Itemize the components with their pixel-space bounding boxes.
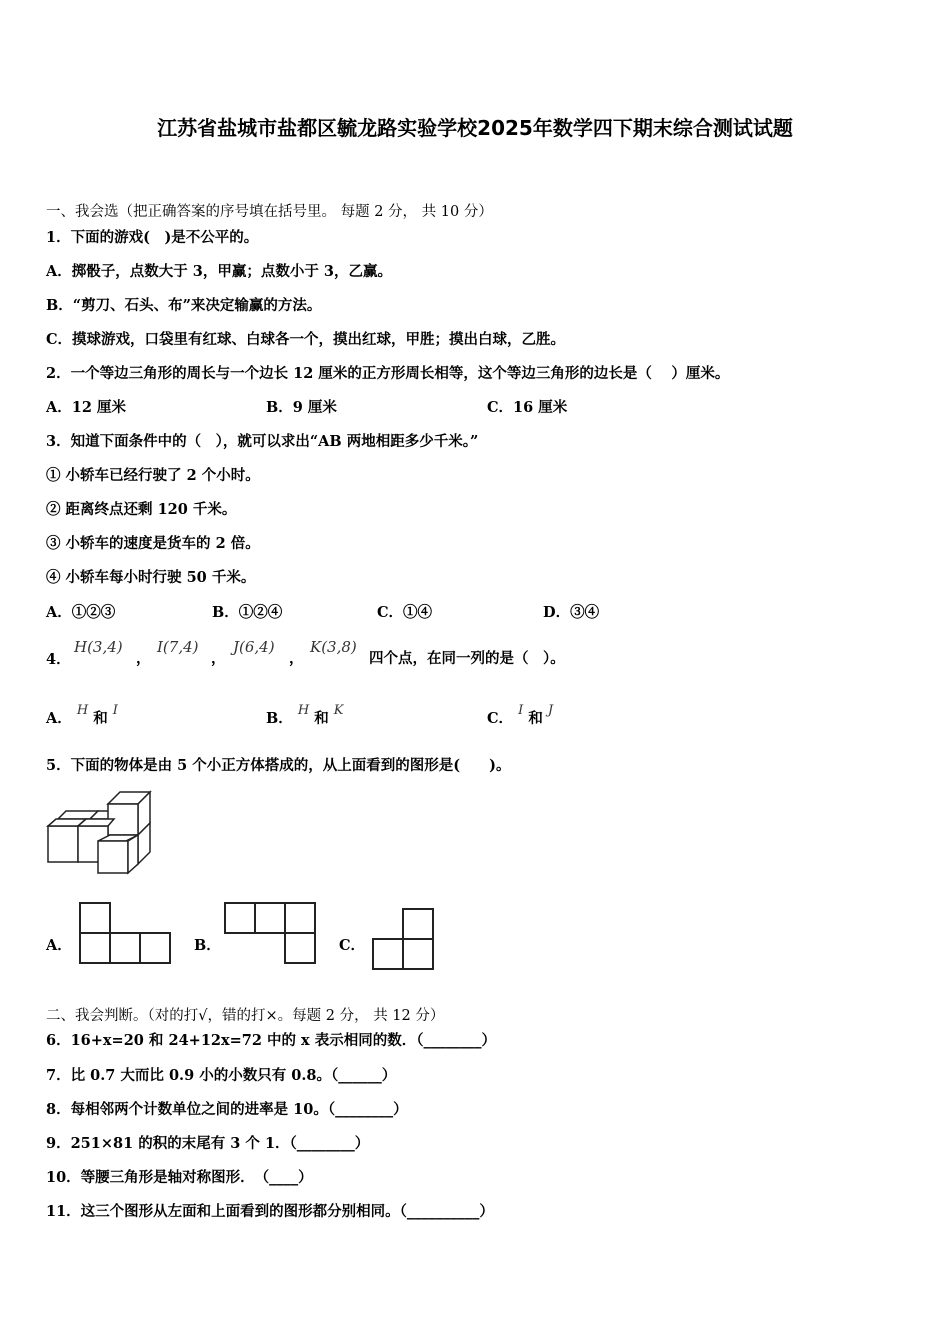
q4-a-point-2: I — [112, 703, 118, 718]
q4-option-c-label: C． — [487, 710, 514, 727]
q5-option-b-label[interactable]: B． — [194, 937, 221, 954]
q6: 6．16+x=20 和 24+12x=72 中的 x 表示相同的数．（________） — [46, 1032, 497, 1049]
q4-c-point-2: J — [547, 703, 554, 718]
q10: 10．等腰三角形是轴对称图形． （____） — [46, 1169, 313, 1186]
q4-sep-3: ， — [289, 650, 304, 667]
q3-option-b[interactable]: B．①②④ — [212, 604, 283, 621]
q5-option-a-label[interactable]: A． — [46, 937, 72, 954]
q3-condition-3: ③ 小轿车的速度是货车的 2 倍。 — [46, 535, 260, 552]
page-title: 江苏省盐城市盐都区毓龙路实验学校2025年数学四下期末综合测试试题 — [157, 116, 793, 140]
q4-point-h: H(3,4) — [74, 638, 123, 656]
q4-b-point-2: K — [333, 703, 344, 718]
q3-option-d[interactable]: D．③④ — [543, 604, 600, 621]
q4-point-j: J(6,4) — [233, 638, 275, 656]
q4-number: 4． — [46, 651, 71, 668]
q2-option-a[interactable]: A．12 厘米 — [46, 399, 126, 416]
q4-option-b-label: B． — [266, 710, 293, 727]
q1-option-b[interactable]: B．“剪刀、石头、布”来决定输赢的方法。 — [46, 297, 322, 314]
q1-stem: 1．下面的游戏( )是不公平的。 — [46, 229, 259, 246]
q4-tail: 四个点，在同一列的是（ ）。 — [369, 650, 565, 667]
q9: 9．251×81 的积的末尾有 3 个 1．（________） — [46, 1135, 370, 1152]
q2-option-b[interactable]: B．9 厘米 — [266, 399, 337, 416]
q8: 8．每相邻两个计数单位之间的进率是 10。（________） — [46, 1101, 408, 1118]
q5-option-a-figure[interactable] — [78, 901, 172, 965]
q4-a-and: 和 — [93, 710, 108, 727]
q1-option-c[interactable]: C．摸球游戏，口袋里有红球、白球各一个，摸出红球，甲胜；摸出白球，乙胜。 — [46, 331, 566, 348]
q3-stem: 3．知道下面条件中的（ ），就可以求出“AB 两地相距多少千米。” — [46, 433, 479, 450]
q4-a-point-1: H — [76, 703, 89, 718]
q11: 11．这三个图形从左面和上面看到的图形都分别相同。（__________） — [46, 1203, 494, 1220]
cube-stack-figure — [44, 786, 159, 881]
q4-point-k: K(3,8) — [310, 638, 357, 656]
q5-option-c-figure[interactable] — [371, 907, 435, 971]
q2-stem: 2．一个等边三角形的周长与一个边长 12 厘米的正方形周长相等，这个等边三角形的边长是（ ）厘米。 — [46, 365, 730, 382]
q4-c-point-1: I — [518, 703, 524, 718]
q4-b-point-1: H — [297, 703, 310, 718]
q5-option-c-label[interactable]: C． — [339, 937, 366, 954]
q4-option-c[interactable] — [487, 703, 554, 729]
q4-sep-2: ， — [211, 650, 226, 667]
q4-option-a[interactable] — [46, 703, 118, 729]
q4-b-and: 和 — [314, 710, 329, 727]
q3-condition-2: ② 距离终点还剩 120 千米。 — [46, 501, 237, 518]
q4-option-b[interactable] — [266, 703, 344, 729]
q4-point-i: I(7,4) — [157, 638, 199, 656]
q2-option-c[interactable]: C．16 厘米 — [487, 399, 568, 416]
q1-option-a[interactable]: A．掷骰子，点数大于 3，甲赢；点数小于 3，乙赢。 — [46, 263, 393, 280]
q5-option-b-figure[interactable] — [223, 901, 317, 965]
q3-option-c[interactable]: C．①④ — [377, 604, 433, 621]
q3-condition-1: ① 小轿车已经行驶了 2 个小时。 — [46, 467, 260, 484]
q4-sep-1: ， — [136, 650, 151, 667]
q3-condition-4: ④ 小轿车每小时行驶 50 千米。 — [46, 569, 256, 586]
q5-stem: 5．下面的物体是由 5 个小正方体搭成的，从上面看到的图形是( )。 — [46, 757, 511, 774]
section2-header: 二、我会判断。（对的打√，错的打×。每题 2 分， 共 12 分） — [46, 1008, 445, 1024]
q4-option-a-label: A． — [46, 710, 72, 727]
q7: 7．比 0.7 大而比 0.9 小的小数只有 0.8。（______） — [46, 1067, 397, 1084]
section1-header: 一、我会选（把正确答案的序号填在括号里。 每题 2 分， 共 10 分） — [46, 204, 493, 220]
q3-option-a[interactable]: A．①②③ — [46, 604, 116, 621]
q4-c-and: 和 — [528, 710, 543, 727]
